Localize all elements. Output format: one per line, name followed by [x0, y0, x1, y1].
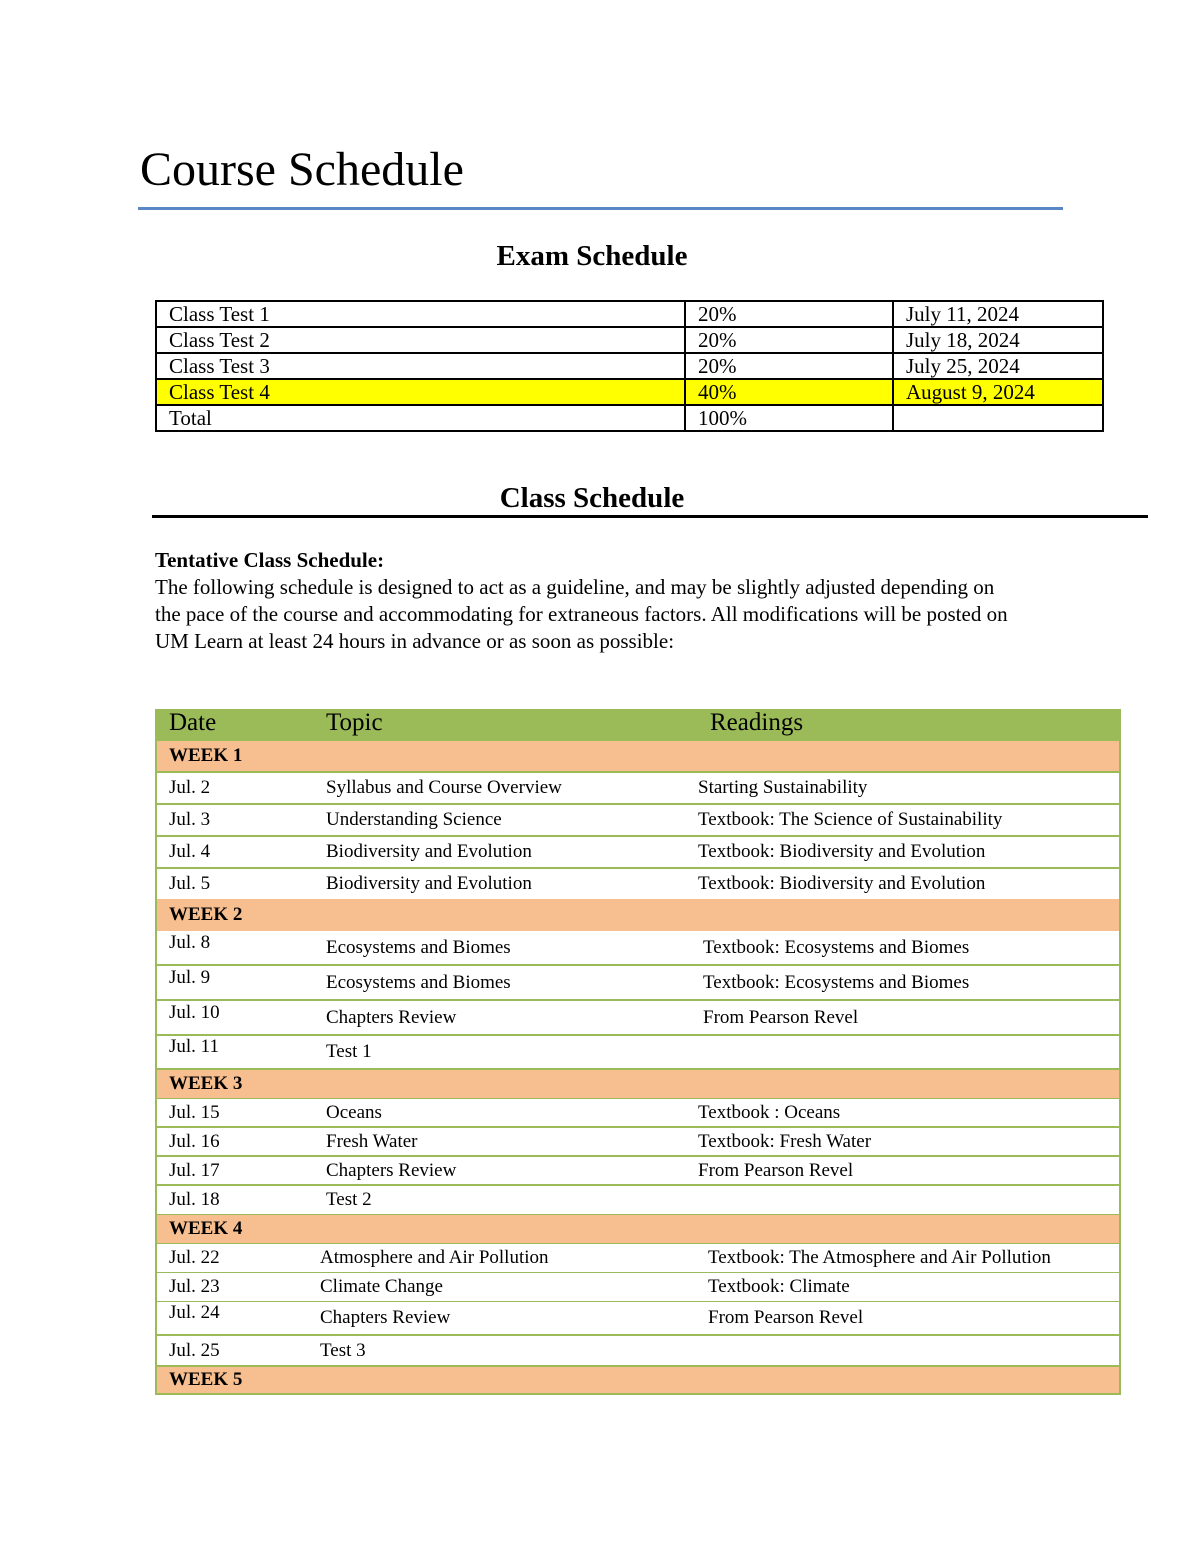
topic-cell: Understanding Science — [326, 809, 502, 830]
exam-row — [156, 379, 1103, 405]
table-row — [157, 1099, 1119, 1126]
header-topic: Topic — [326, 709, 383, 736]
topic-cell: Atmosphere and Air Pollution — [320, 1247, 549, 1268]
week-row — [157, 741, 1119, 771]
schedule-header-row — [157, 709, 1119, 739]
week-label: WEEK 2 — [169, 904, 243, 925]
week-row — [157, 899, 1119, 931]
date-cell: Jul. 4 — [169, 841, 211, 862]
exam-weight-cell: 20% — [685, 327, 893, 353]
topic-cell: Climate Change — [320, 1276, 443, 1297]
exam-row — [156, 353, 1103, 379]
class-schedule-heading: Class Schedule — [499, 482, 685, 514]
topic-cell: Chapters Review — [320, 1307, 451, 1328]
date-cell: Jul. 24 — [169, 1302, 220, 1323]
exam-row — [156, 327, 1103, 353]
readings-cell: From Pearson Revel — [698, 1160, 854, 1181]
schedule-intro — [155, 547, 1015, 655]
date-cell: Jul. 18 — [169, 1189, 220, 1210]
table-row — [157, 805, 1119, 835]
readings-cell: Textbook: The Atmosphere and Air Pollution — [708, 1247, 1051, 1268]
table-row — [157, 1128, 1119, 1155]
topic-cell: Ecosystems and Biomes — [326, 937, 511, 958]
date-cell: Jul. 11 — [169, 1036, 219, 1057]
date-cell: Jul. 17 — [169, 1160, 220, 1181]
page-title: Course Schedule — [140, 143, 464, 196]
date-cell: Jul. 15 — [169, 1102, 220, 1123]
topic-cell: Oceans — [326, 1102, 382, 1123]
topic-cell: Test 2 — [326, 1189, 372, 1210]
exam-row — [156, 405, 1103, 431]
exam-date-cell: July 25, 2024 — [893, 353, 1103, 379]
table-row — [157, 1336, 1119, 1365]
date-cell: Jul. 16 — [169, 1131, 220, 1152]
topic-cell: Ecosystems and Biomes — [326, 972, 511, 993]
exam-name-cell: Class Test 3 — [156, 353, 685, 379]
table-row — [157, 773, 1119, 803]
date-cell: Jul. 23 — [169, 1276, 220, 1297]
topic-cell: Test 1 — [326, 1041, 372, 1062]
exam-date-cell — [893, 405, 1103, 431]
date-cell: Jul. 25 — [169, 1340, 220, 1361]
readings-cell: Textbook: Ecosystems and Biomes — [703, 937, 970, 958]
topic-cell: Chapters Review — [326, 1160, 457, 1181]
date-cell: Jul. 9 — [169, 967, 211, 988]
table-row — [157, 966, 1119, 999]
week-label: WEEK 3 — [169, 1073, 243, 1094]
exam-schedule-heading: Exam Schedule — [496, 240, 688, 272]
date-cell: Jul. 3 — [169, 809, 211, 830]
exam-weight-cell: 20% — [685, 353, 893, 379]
intro-text: The following schedule is designed to act as a guideline, and may be slightly adjusted depending on the pace of the course and accommodating for extraneous factors. All modifications will be posted on UM Learn at least 24 hours in advance or as soon as possible: — [155, 575, 1008, 653]
table-row — [157, 837, 1119, 867]
topic-cell: Biodiversity and Evolution — [326, 841, 532, 862]
class-schedule-table — [155, 709, 1121, 1395]
readings-cell: From Pearson Revel — [703, 1007, 859, 1028]
exam-weight-cell: 100% — [685, 405, 893, 431]
header-date: Date — [169, 709, 217, 736]
readings-cell: Starting Sustainability — [698, 777, 868, 798]
exam-name-cell: Total — [156, 405, 685, 431]
readings-cell: From Pearson Revel — [708, 1307, 864, 1328]
table-row — [157, 1244, 1119, 1272]
readings-cell: Textbook: Fresh Water — [698, 1131, 872, 1152]
exam-row — [156, 301, 1103, 327]
date-cell: Jul. 2 — [169, 777, 211, 798]
table-row — [157, 1001, 1119, 1034]
readings-cell: Textbook: Biodiversity and Evolution — [698, 873, 986, 894]
table-row — [157, 1157, 1119, 1184]
topic-cell: Test 3 — [320, 1340, 366, 1361]
week-label: WEEK 4 — [169, 1218, 243, 1239]
exam-weight-cell: 20% — [685, 301, 893, 327]
table-row — [157, 1302, 1119, 1334]
exam-date-cell: July 18, 2024 — [893, 327, 1103, 353]
week-label: WEEK 1 — [169, 745, 243, 766]
exam-name-cell: Class Test 2 — [156, 327, 685, 353]
topic-cell: Chapters Review — [326, 1007, 457, 1028]
exam-name-cell: Class Test 1 — [156, 301, 685, 327]
date-cell: Jul. 8 — [169, 932, 211, 953]
week-label: WEEK 5 — [169, 1369, 243, 1390]
readings-cell: Textbook: Biodiversity and Evolution — [698, 841, 986, 862]
exam-schedule-table — [155, 300, 1104, 432]
table-row — [157, 931, 1119, 964]
readings-cell: Textbook: Ecosystems and Biomes — [703, 972, 970, 993]
header-readings: Readings — [710, 709, 804, 736]
table-row — [157, 1273, 1119, 1301]
date-cell: Jul. 5 — [169, 873, 211, 894]
week-row — [157, 1367, 1119, 1393]
table-row — [157, 869, 1119, 899]
exam-name-cell: Class Test 4 — [156, 379, 685, 405]
exam-weight-cell: 40% — [685, 379, 893, 405]
title-divider — [138, 207, 1063, 210]
topic-cell: Fresh Water — [326, 1131, 418, 1152]
table-row — [157, 1036, 1119, 1068]
readings-cell: Textbook: The Science of Sustainability — [698, 809, 1003, 830]
week-row — [157, 1070, 1119, 1098]
table-row — [157, 1186, 1119, 1214]
readings-cell: Textbook : Oceans — [698, 1102, 841, 1123]
topic-cell: Biodiversity and Evolution — [326, 873, 532, 894]
date-cell: Jul. 10 — [169, 1002, 220, 1023]
week-row — [157, 1215, 1119, 1243]
topic-cell: Syllabus and Course Overview — [326, 777, 562, 798]
exam-date-cell: July 11, 2024 — [893, 301, 1103, 327]
class-schedule-divider — [152, 515, 1148, 518]
intro-heading: Tentative Class Schedule: — [155, 548, 385, 572]
date-cell: Jul. 22 — [169, 1247, 220, 1268]
exam-date-cell: August 9, 2024 — [893, 379, 1103, 405]
readings-cell: Textbook: Climate — [708, 1276, 850, 1297]
